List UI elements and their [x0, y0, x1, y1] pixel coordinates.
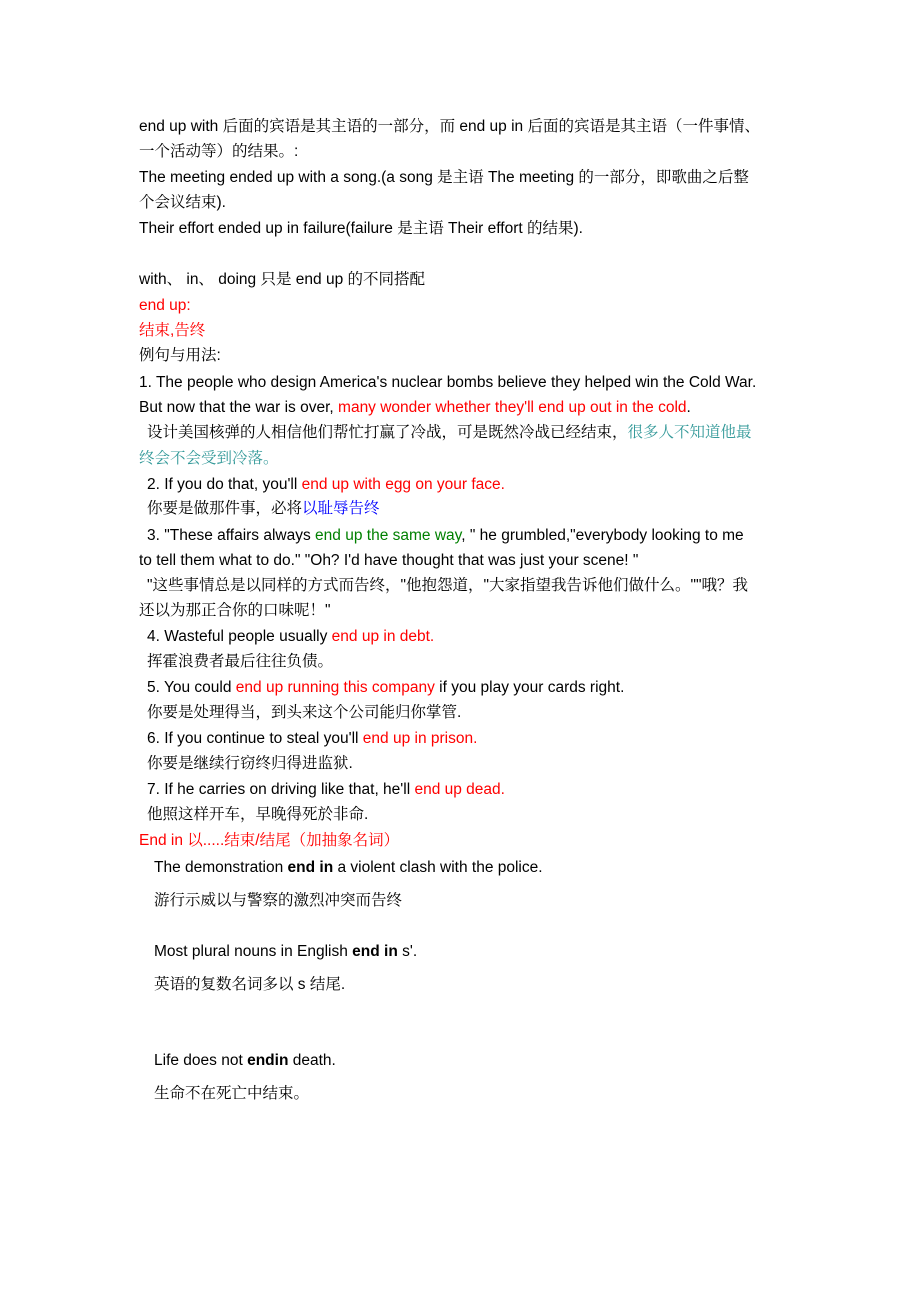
end-in-heading: End in 以.....结束/结尾（加抽象名词） [139, 832, 400, 849]
example-3-highlight: end up the same way [315, 527, 462, 544]
example-2-translation: 你要是做那件事，必将以耻辱告终 [147, 500, 380, 517]
intro-line-5: Their effort ended up in failure(failure 是主语 Their effort 的结果). [139, 220, 583, 237]
example-6-highlight: end up in prison. [362, 730, 478, 747]
intro-line-6: with、 in、 doing 只是 end up 的不同搭配 [139, 271, 425, 288]
intro-line-4: 个会议结束). [139, 194, 226, 211]
term-meaning: 结束,告终 [139, 322, 206, 339]
example-3-line-2: to tell them what to do." "Oh? I'd have thought that was just your scene! " [139, 552, 639, 569]
example-1-highlight: many wonder whether they'll end up out in the cold [338, 399, 687, 416]
example-1-line-2: But now that the war is over, many wonder whether they'll end up out in the cold. [139, 399, 691, 416]
end-in-translation-2: 英语的复数名词多以 s 结尾. [154, 976, 346, 993]
end-in-sentence-3: Life does not endin death. [154, 1052, 336, 1069]
end-in-translation-1: 游行示威以与警察的激烈冲突而告终 [154, 892, 403, 909]
example-4-translation: 挥霍浪费者最后往往负债。 [147, 653, 334, 670]
end-in-sentence-2: Most plural nouns in English end in s'. [154, 943, 418, 960]
example-7-translation: 他照这样开车，早晚得死於非命. [147, 806, 369, 823]
example-1-translation-highlight: 很多人不知道他最 [627, 424, 752, 441]
end-in-sentence-1: The demonstration end in a violent clash with the police. [154, 859, 543, 876]
usage-heading: 例句与用法: [139, 347, 221, 364]
example-5-translation: 你要是处理得当，到头来这个公司能归你掌管. [147, 704, 462, 721]
example-3-translation-1: "这些事情总是以同样的方式而告终，"他抱怨道，"大家指望我告诉他们做什么。""哦？我 [147, 577, 749, 594]
example-7: 7. If he carries on driving like that, he'll end up dead. [147, 781, 505, 798]
example-3-translation-2: 还以为那正合你的口味呢！" [139, 602, 331, 619]
example-7-highlight: end up dead. [414, 781, 505, 798]
example-3-line-1: 3. "These affairs always end up the same way, " he grumbled,"everybody looking to me [147, 527, 744, 544]
example-1-line-1: 1. The people who design America's nuclear bombs believe they helped win the Cold War. [139, 374, 757, 391]
example-1-translation-2: 终会不会受到冷落。 [139, 450, 279, 467]
example-6: 6. If you continue to steal you'll end up in prison. [147, 730, 478, 747]
example-2-highlight: end up with egg on your face. [301, 476, 505, 493]
example-2: 2. If you do that, you'll end up with egg on your face. [147, 476, 505, 493]
example-5-highlight: end up running this company [235, 679, 435, 696]
example-4-highlight: end up in debt. [331, 628, 435, 645]
intro-line-2: 一个活动等）的结果。: [139, 143, 299, 160]
intro-line-1: end up with 后面的宾语是其主语的一部分，而 end up in 后面的宾语是其主语（一件事情、 [139, 118, 760, 135]
example-1-translation-1: 设计美国核弹的人相信他们帮忙打赢了冷战，可是既然冷战已经结束，很多人不知道他最 [147, 424, 752, 441]
example-4: 4. Wasteful people usually end up in debt. [147, 628, 435, 645]
example-2-translation-highlight: 以耻辱告终 [302, 500, 380, 517]
example-5: 5. You could end up running this company if you play your cards right. [147, 679, 625, 696]
intro-line-3: The meeting ended up with a song.(a song 是主语 The meeting 的一部分，即歌曲之后整 [139, 169, 749, 186]
term-heading: end up: [139, 297, 191, 314]
example-6-translation: 你要是继续行窃终归得进监狱. [147, 755, 353, 772]
end-in-translation-3: 生命不在死亡中结束。 [154, 1085, 310, 1102]
